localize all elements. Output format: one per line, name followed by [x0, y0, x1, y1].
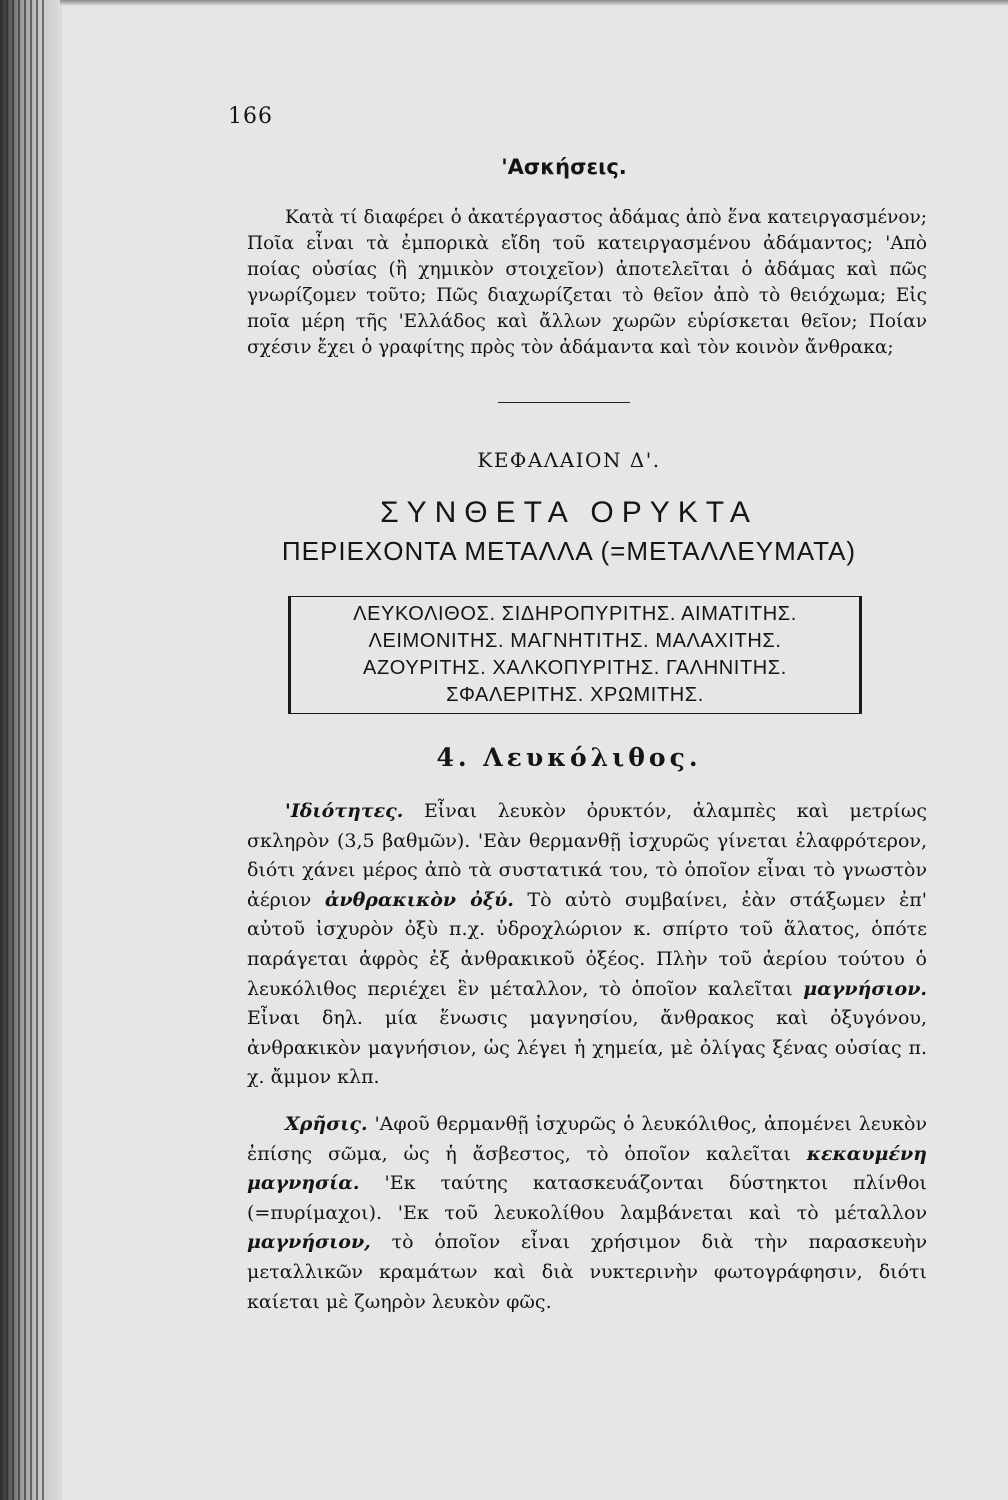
section-divider-rule — [498, 402, 630, 403]
minerals-line-4: ΣΦΑΛΕΡΙΤΗΣ. ΧΡΩΜΙΤΗΣ. — [446, 684, 704, 706]
chapter-label: ΚΕΦΑΛΑΙΟΝ Δ'. — [477, 448, 661, 472]
properties-paragraph — [247, 797, 927, 1093]
properties-text-2: Τὸ αὐτὸ συμβαίνει, ἐὰν στάξωμεν ἐπ' αὐτοῦ ἰσχυρὸν ὀξὺ π.χ. ὑδροχλώριον κ. σπίρτο τοῦ ἅλατος, ὁπότε παράγεται ἀφρὸς ἐξ ἀνθρακικοῦ ὀξέος. Πλὴν τοῦ ἀερίου τούτου ὁ λευκόλιθος περιέχει ἓν μέταλλον, τὸ ὁποῖον καλεῖται — [247, 888, 927, 1000]
uses-paragraph — [247, 1110, 927, 1317]
uses-text-3: τὸ ὁποῖον εἶναι χρήσιμον διὰ τὴν παρασκευὴν μεταλλικῶν κραμάτων καὶ διὰ νυκτερινὴν φωτογράφησιν, διότι καίεται μὲ ζωηρὸν λευκὸν φῶς. — [247, 1231, 927, 1313]
page-number: 166 — [228, 104, 273, 129]
properties-text-3: Εἶναι δηλ. μία ἕνωσις μαγνησίου, ἄνθρακος καὶ ὀξυγόνου, ἀνθρακικὸν μαγνήσιον, ὡς λέγει ἡ χημεία, μὲ ὀλίγας ξένας οὐσίας π. χ. ἄμμον κλπ. — [247, 1007, 927, 1089]
properties-term-2: μαγνήσιον. — [803, 977, 927, 1000]
chapter-title-line-2: ΠΕΡΙΕΧΟΝΤΑ ΜΕΤΑΛΛΑ (=ΜΕΤΑΛΛΕΥΜΑΤΑ) — [281, 536, 857, 566]
top-edge-shadow — [60, 0, 1008, 6]
properties-term-1: ἀνθρακικὸν ὀξύ. — [324, 888, 514, 911]
minerals-line-3: ΑΖΟΥΡΙΤΗΣ. ΧΑΛΚΟΠΥΡΙΤΗΣ. ΓΑΛΗΝΙΤΗΣ. — [363, 657, 787, 679]
uses-term-2: μαγνήσιον, — [247, 1231, 371, 1254]
minerals-list-box — [288, 596, 862, 714]
uses-term-1: κεκαυμένη μαγνησία. — [247, 1142, 927, 1195]
section-heading: 4. Λευκόλιθος. — [436, 743, 702, 772]
uses-text-2: 'Εκ ταύτης κατασκευάζονται δύστηκτοι πλίνθοι (=πυρίμαχοι). 'Εκ τοῦ λευκολίθου λαμβάνεται καὶ τὸ μέταλλον — [247, 1172, 927, 1224]
exercises-paragraph: Κατὰ τί διαφέρει ὁ ἀκατέργαστος ἀδάμας ἀπὸ ἕνα κατειργασμένον; Ποῖα εἶναι τὰ ἐμπορικὰ εἴδη τοῦ κατειργασμένου ἀδάμαντος; 'Απὸ ποίας οὐσίας (ἢ χημικὸν στοιχεῖον) ἀποτελεῖται ὁ ἀδάμας καὶ πῶς γνωρίζομεν τοῦτο; Πῶς διαχωρίζεται τὸ θεῖον ἀπὸ τὸ θειόχωμα; Εἰς ποῖα μέρη τῆς 'Ελλάδος καὶ ἄλλων χωρῶν εὑρίσκεται θεῖον; Ποίαν σχέσιν ἔχει ὁ γραφίτης πρὸς τὸν ἀδάμαντα καὶ τὸν κοινὸν ἄνθρακα; — [247, 207, 927, 358]
properties-heading: 'Ιδιότητες. — [285, 800, 404, 822]
uses-text-1: 'Αφοῦ θερμανθῇ ἰσχυρῶς ὁ λευκόλιθος, ἀπομένει λευκὸν ἐπίσης σῶμα, ὡς ἡ ἄσβεστος, τὸ ὁποῖον καλεῖται — [247, 1113, 927, 1165]
uses-heading: Χρῆσις. — [285, 1113, 368, 1135]
chapter-title-line-1: ΣΥΝΘΕΤΑ ΟΡΥΚΤΑ — [380, 496, 758, 529]
minerals-line-1: ΛΕΥΚΟΛΙΘΟΣ. ΣΙΔΗΡΟΠΥΡΙΤΗΣ. ΑΙΜΑΤΙΤΗΣ. — [353, 603, 797, 625]
properties-text-1: Εἶναι λευκὸν ὀρυκτόν, ἀλαμπὲς καὶ μετρίως σκληρὸν (3,5 βαθμῶν). 'Εὰν θερμανθῇ ἰσχυρῶς γίνεται ἐλαφρότερον, διότι χάνει μέρος ἀπὸ τὰ συστατικά του, τὸ ὁποῖον εἶναι τὸ γνωστὸν ἀέριον — [247, 800, 927, 911]
exercises-heading: 'Ασκήσεις. — [501, 155, 627, 179]
minerals-line-2: ΛΕΙΜΟΝΙΤΗΣ. ΜΑΓΝΗΤΙΤΗΣ. ΜΑΛΑΧΙΤΗΣ. — [368, 630, 782, 652]
